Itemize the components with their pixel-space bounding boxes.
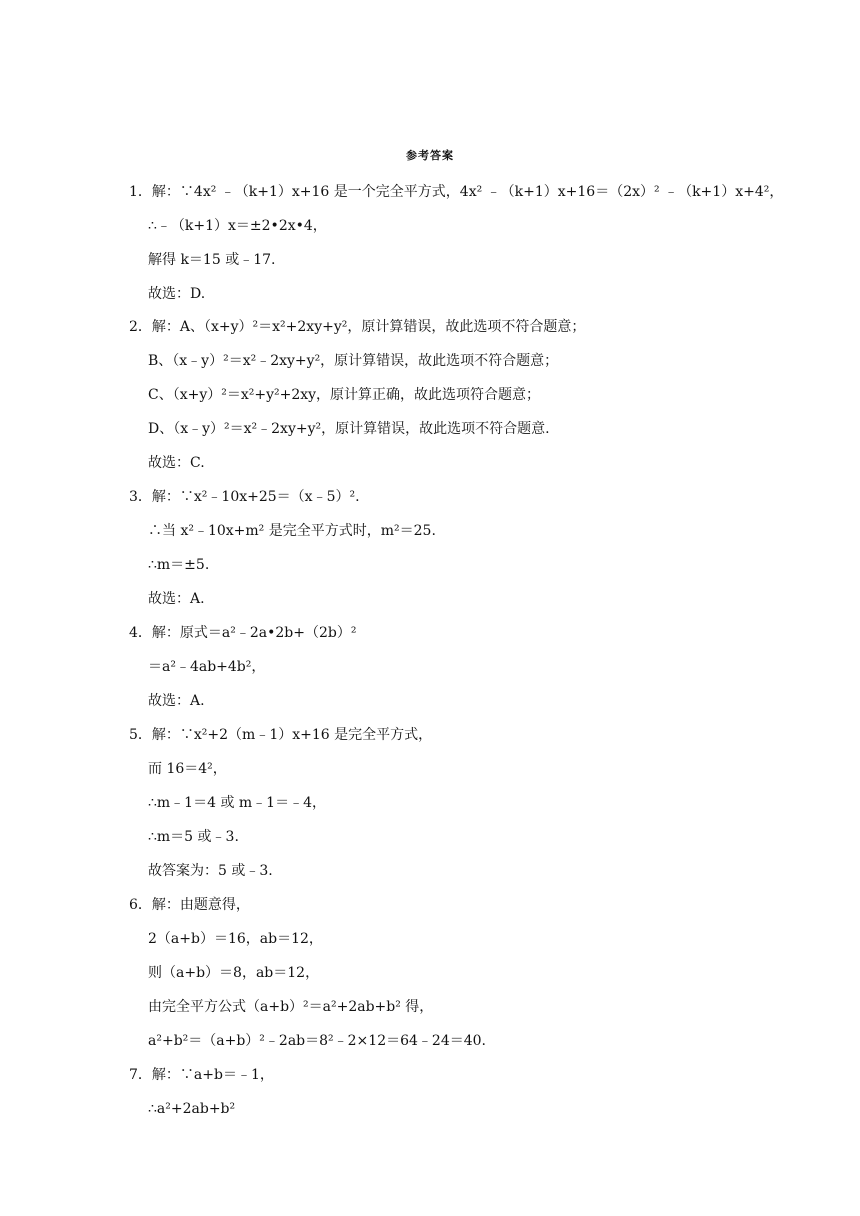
- text-line: ∴m＝±5.: [148, 557, 210, 573]
- text-line: 6．解：由题意得，: [129, 897, 250, 913]
- text-line: 故答案为：5 或﹣3.: [148, 863, 273, 879]
- text-line: ＝a²﹣4ab+4b²，: [148, 659, 266, 675]
- text-line: ∴当 x²﹣10x+m² 是完全平方式时，m²＝25.: [148, 523, 436, 539]
- text-line: 解得 k＝15 或﹣17.: [148, 252, 276, 268]
- text-line: 则（a+b）＝8，ab＝12，: [148, 965, 320, 981]
- text-line: a²+b²＝（a+b）²﹣2ab＝8²﹣2×12＝64﹣24＝40.: [148, 1033, 486, 1049]
- text-line: 故选：A.: [148, 693, 205, 709]
- text-line: 5．解：∵x²+2（m﹣1）x+16 是完全平方式，: [129, 727, 433, 743]
- text-line: B、（x﹣y）²＝x²﹣2xy+y²，原计算错误，故此选项不符合题意；: [148, 353, 559, 369]
- text-line: 故选：C.: [148, 455, 205, 471]
- text-line: 2（a+b）＝16，ab＝12，: [148, 931, 323, 947]
- text-line: 3．解：∵x²﹣10x+25＝（x﹣5）².: [129, 489, 360, 505]
- text-line: 由完全平方公式（a+b）²＝a²+2ab+b² 得，: [148, 999, 434, 1015]
- text-line: D、（x﹣y）²＝x²﹣2xy+y²，原计算错误，故此选项不符合题意.: [148, 421, 550, 437]
- text-line: ∴m﹣1＝4 或 m﹣1＝﹣4，: [148, 795, 326, 811]
- text-line: 故选：D.: [148, 286, 206, 302]
- text-line: 1．解：∵4x² ﹣（k+1）x+16 是一个完全平方式，4x² ﹣（k+1）x+16＝（2x）² ﹣（k+1）x+4²，: [129, 184, 784, 200]
- text-line: 7．解：∵a+b＝﹣1，: [129, 1067, 274, 1083]
- text-line: ∴﹣（k+1）x＝±2•2x•4，: [148, 218, 327, 234]
- page-title: 参考答案: [406, 149, 454, 162]
- text-line: 4．解：原式＝a²﹣2a•2b+（2b）²: [129, 625, 357, 641]
- text-line: ∴a²+2ab+b²: [148, 1101, 236, 1117]
- text-line: 2．解：A、（x+y）²＝x²+2xy+y²，原计算错误，故此选项不符合题意；: [129, 319, 586, 335]
- text-line: 故选：A.: [148, 591, 205, 607]
- text-line: ∴m＝5 或﹣3.: [148, 829, 239, 845]
- text-line: C、（x+y）²＝x²+y²+2xy，原计算正确，故此选项符合题意；: [148, 387, 541, 403]
- text-line: 而 16＝4²，: [148, 761, 227, 777]
